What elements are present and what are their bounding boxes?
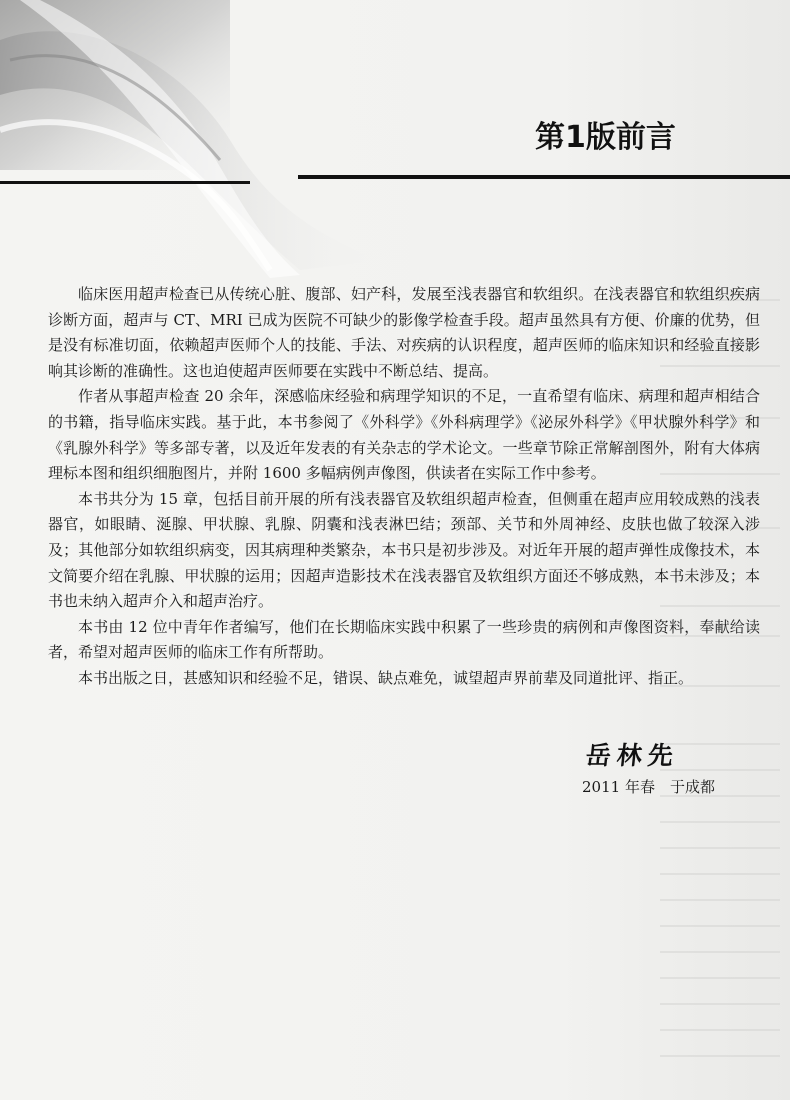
paragraph: 临床医用超声检查已从传统心脏、腹部、妇产科，发展至浅表器官和软组织。在浅表器官和软组织疾病诊断方面，超声与 CT、MRI 已成为医院不可缺少的影像学检查手段。超声虽然具有方便、价廉的优势，但是没有标准切面，依赖超声医师个人的技能、手法、对疾病的认识程度，超声医师的临床知识和经验直接影响其诊断的准确性。这也迫使超声医师要在实践中不断总结、提高。 [48, 285, 760, 380]
paragraph: 本书由 12 位中青年作者编写，他们在长期临床实践中积累了一些珍贵的病例和声像图资料，奉献给读者，希望对超声医师的临床工作有所帮助。 [48, 617, 760, 662]
page-title: 第1版前言 [535, 120, 676, 155]
paragraph: 本书出版之日，甚感知识和经验不足，错误、缺点难免，诚望超声界前辈及同道批评、指正。 [78, 668, 694, 687]
paragraph: 本书共分为 15 章，包括目前开展的所有浅表器官及软组织超声检查，但侧重在超声应用较成熟的浅表器官，如眼睛、涎腺、甲状腺、乳腺、阴囊和浅表淋巴结；颈部、关节和外周神经、皮肤也做了较深入涉及；其他部分如软组织病变，因其病理种类繁杂，本书只是初步涉及。对近年开展的超声弹性成像技术，本文简要介绍在乳腺、甲状腺的运用；因超声造影技术在浅表器官及软组织方面还不够成熟，本书未涉及；本书也未纳入超声介入和超声治疗。 [48, 489, 760, 611]
paragraph: 作者从事超声检查 20 余年，深感临床经验和病理学知识的不足，一直希望有临床、病理和超声相结合的书籍，指导临床实践。基于此，本书参阅了《外科学》《外科病理学》《泌尿外科学》《甲状腺外科学》和《乳腺外科学》等多部专著，以及近年发表的有关杂志的学术论文。一些章节除正常解剖图外，附有大体病理标本图和组织细胞图片，并附 1600 多幅病例声像图，供读者在实际工作中参考。 [48, 387, 760, 483]
author-signature: 岳林先 [584, 741, 681, 770]
decorative-swirl-graphic [0, 0, 420, 280]
signature-date-place: 2011 年春 于成都 [582, 778, 715, 796]
title-rule-long [298, 175, 790, 179]
title-rule-short [0, 181, 250, 184]
preface-body [48, 282, 760, 692]
